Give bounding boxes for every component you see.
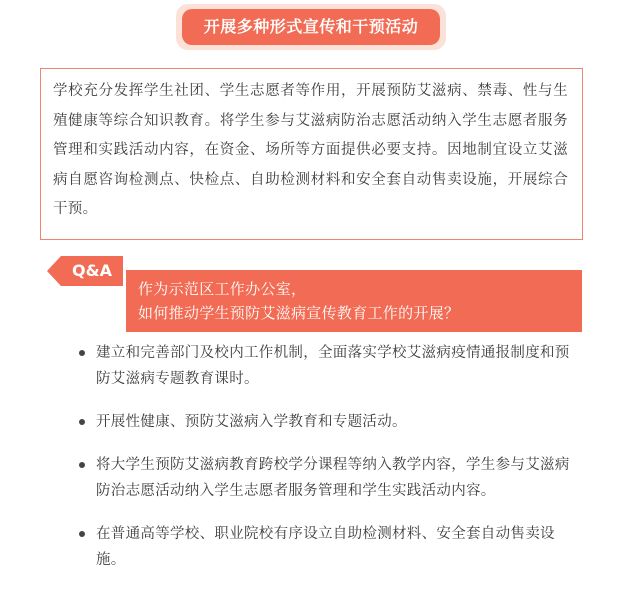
answer-item: 将大学生预防艾滋病教育跨校学分课程等纳入教学内容，学生参与艾滋病防治志愿活动纳入学生志愿者服务管理和学生实践活动内容。 bbox=[76, 452, 576, 504]
intro-box bbox=[40, 68, 583, 240]
question-line-2: 如何推动学生预防艾滋病宣传教育工作的开展？ bbox=[138, 304, 460, 322]
question-line-1: 作为示范区工作办公室， bbox=[138, 280, 307, 298]
title-banner bbox=[176, 4, 446, 50]
section-title: 开展多种形式宣传和干预活动 bbox=[182, 9, 440, 45]
answer-item: 建立和完善部门及校内工作机制，全面落实学校艾滋病疫情通报制度和预防艾滋病专题教育课时。 bbox=[76, 340, 576, 392]
intro-text: 学校充分发挥学生社团、学生志愿者等作用，开展预防艾滋病、禁毒、性与生殖健康等综合知识教育。将学生参与艾滋病防治志愿活动纳入学生志愿者服务管理和实践活动内容，在资金、场所等方面提供必要支持。因地制宜设立艾滋病自愿咨询检测点、快检点、自助检测材料和安全套自动售卖设施，开展综合干预。 bbox=[53, 83, 568, 217]
question-box bbox=[126, 270, 582, 332]
answer-item: 在普通高等学校、职业院校有序设立自助检测材料、安全套自动售卖设施。 bbox=[76, 521, 576, 573]
answer-item: 开展性健康、预防艾滋病入学教育和专题活动。 bbox=[76, 409, 576, 435]
qa-tag: Q&A bbox=[61, 256, 123, 286]
answer-list bbox=[76, 340, 576, 590]
